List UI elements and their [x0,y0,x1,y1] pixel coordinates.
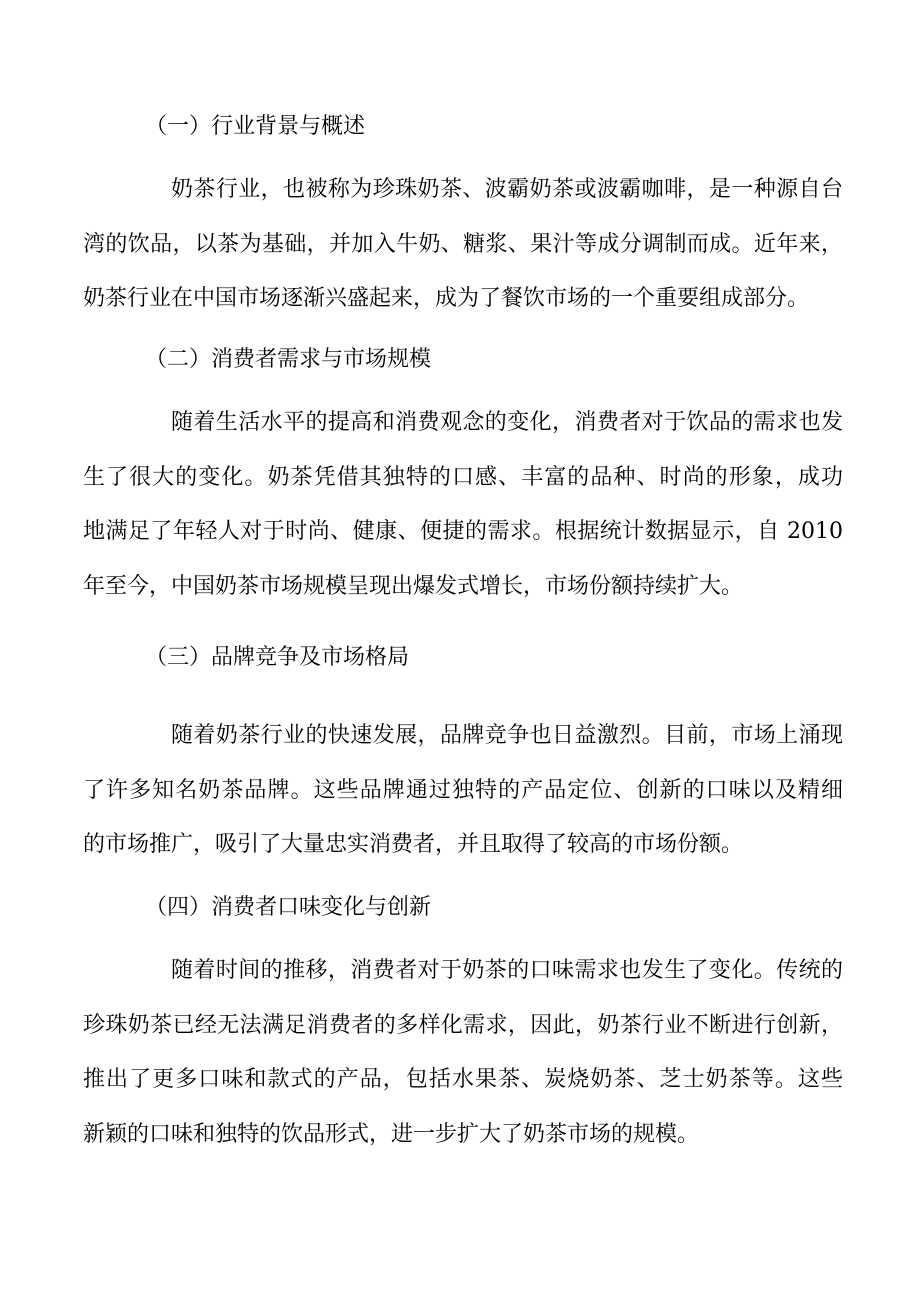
section-2 [83,345,843,375]
paragraph-line: 随着时间的推移，消费者对于奶茶的口味需求也发生了变化。传统的 [171,958,843,983]
section-4-body [83,944,843,1162]
paragraph-line: 珍珠奶茶已经无法满足消费者的多样化需求，因此，奶茶行业不断进行创新， [83,1012,843,1038]
section-3 [83,643,843,673]
paragraph-line: 随着奶茶行业的快速发展，品牌竞争也日益激烈。目前，市场上涌现 [171,723,843,748]
paragraph-line: 了许多知名奶茶品牌。这些品牌通过独特的产品定位、创新的口味以及精细 [83,777,843,803]
section-heading: （三）品牌竞争及市场格局 [145,645,410,670]
section-heading: （四）消费者口味变化与创新 [145,895,432,920]
paragraph [83,163,843,327]
paragraph-line: 随着生活水平的提高和消费观念的变化，消费者对于饮品的需求也发 [171,410,843,435]
section-4 [83,893,843,923]
section-3-body [83,709,843,873]
paragraph-line: 年至今，中国奶茶市场规模呈现出爆发式增长，市场份额持续扩大。 [83,573,744,599]
section-heading: （一）行业背景与概述 [145,114,366,139]
paragraph-line: 的市场推广，吸引了大量忠实消费者，并且取得了较高的市场份额。 [83,832,744,857]
paragraph [83,944,843,1162]
paragraph-line: 地满足了年轻人对于时尚、健康、便捷的需求。根据统计数据显示，自 2010 [83,519,843,544]
paragraph-line: 奶茶行业在中国市场逐渐兴盛起来，成为了餐饮市场的一个重要组成部分。 [83,286,810,311]
paragraph-line: 生了很大的变化。奶茶凭借其独特的口感、丰富的品种、时尚的形象，成功 [83,464,843,490]
paragraph [83,709,843,873]
paragraph-line: 新颖的口味和独特的饮品形式，进一步扩大了奶茶市场的规模。 [83,1121,700,1147]
paragraph-line: 湾的饮品，以茶为基础，并加入牛奶、糖浆、果汁等成分调制而成。近年来， [83,231,843,257]
section-2-body [83,396,843,614]
paragraph-line: 推出了更多口味和款式的产品，包括水果茶、炭烧奶茶、芝士奶茶等。这些 [83,1067,843,1092]
paragraph [83,396,843,614]
section-1 [83,112,843,142]
section-1-body [83,163,843,327]
paragraph-line: 奶茶行业，也被称为珍珠奶茶、波霸奶茶或波霸咖啡，是一种源自台 [171,177,843,202]
section-heading: （二）消费者需求与市场规模 [145,347,432,372]
